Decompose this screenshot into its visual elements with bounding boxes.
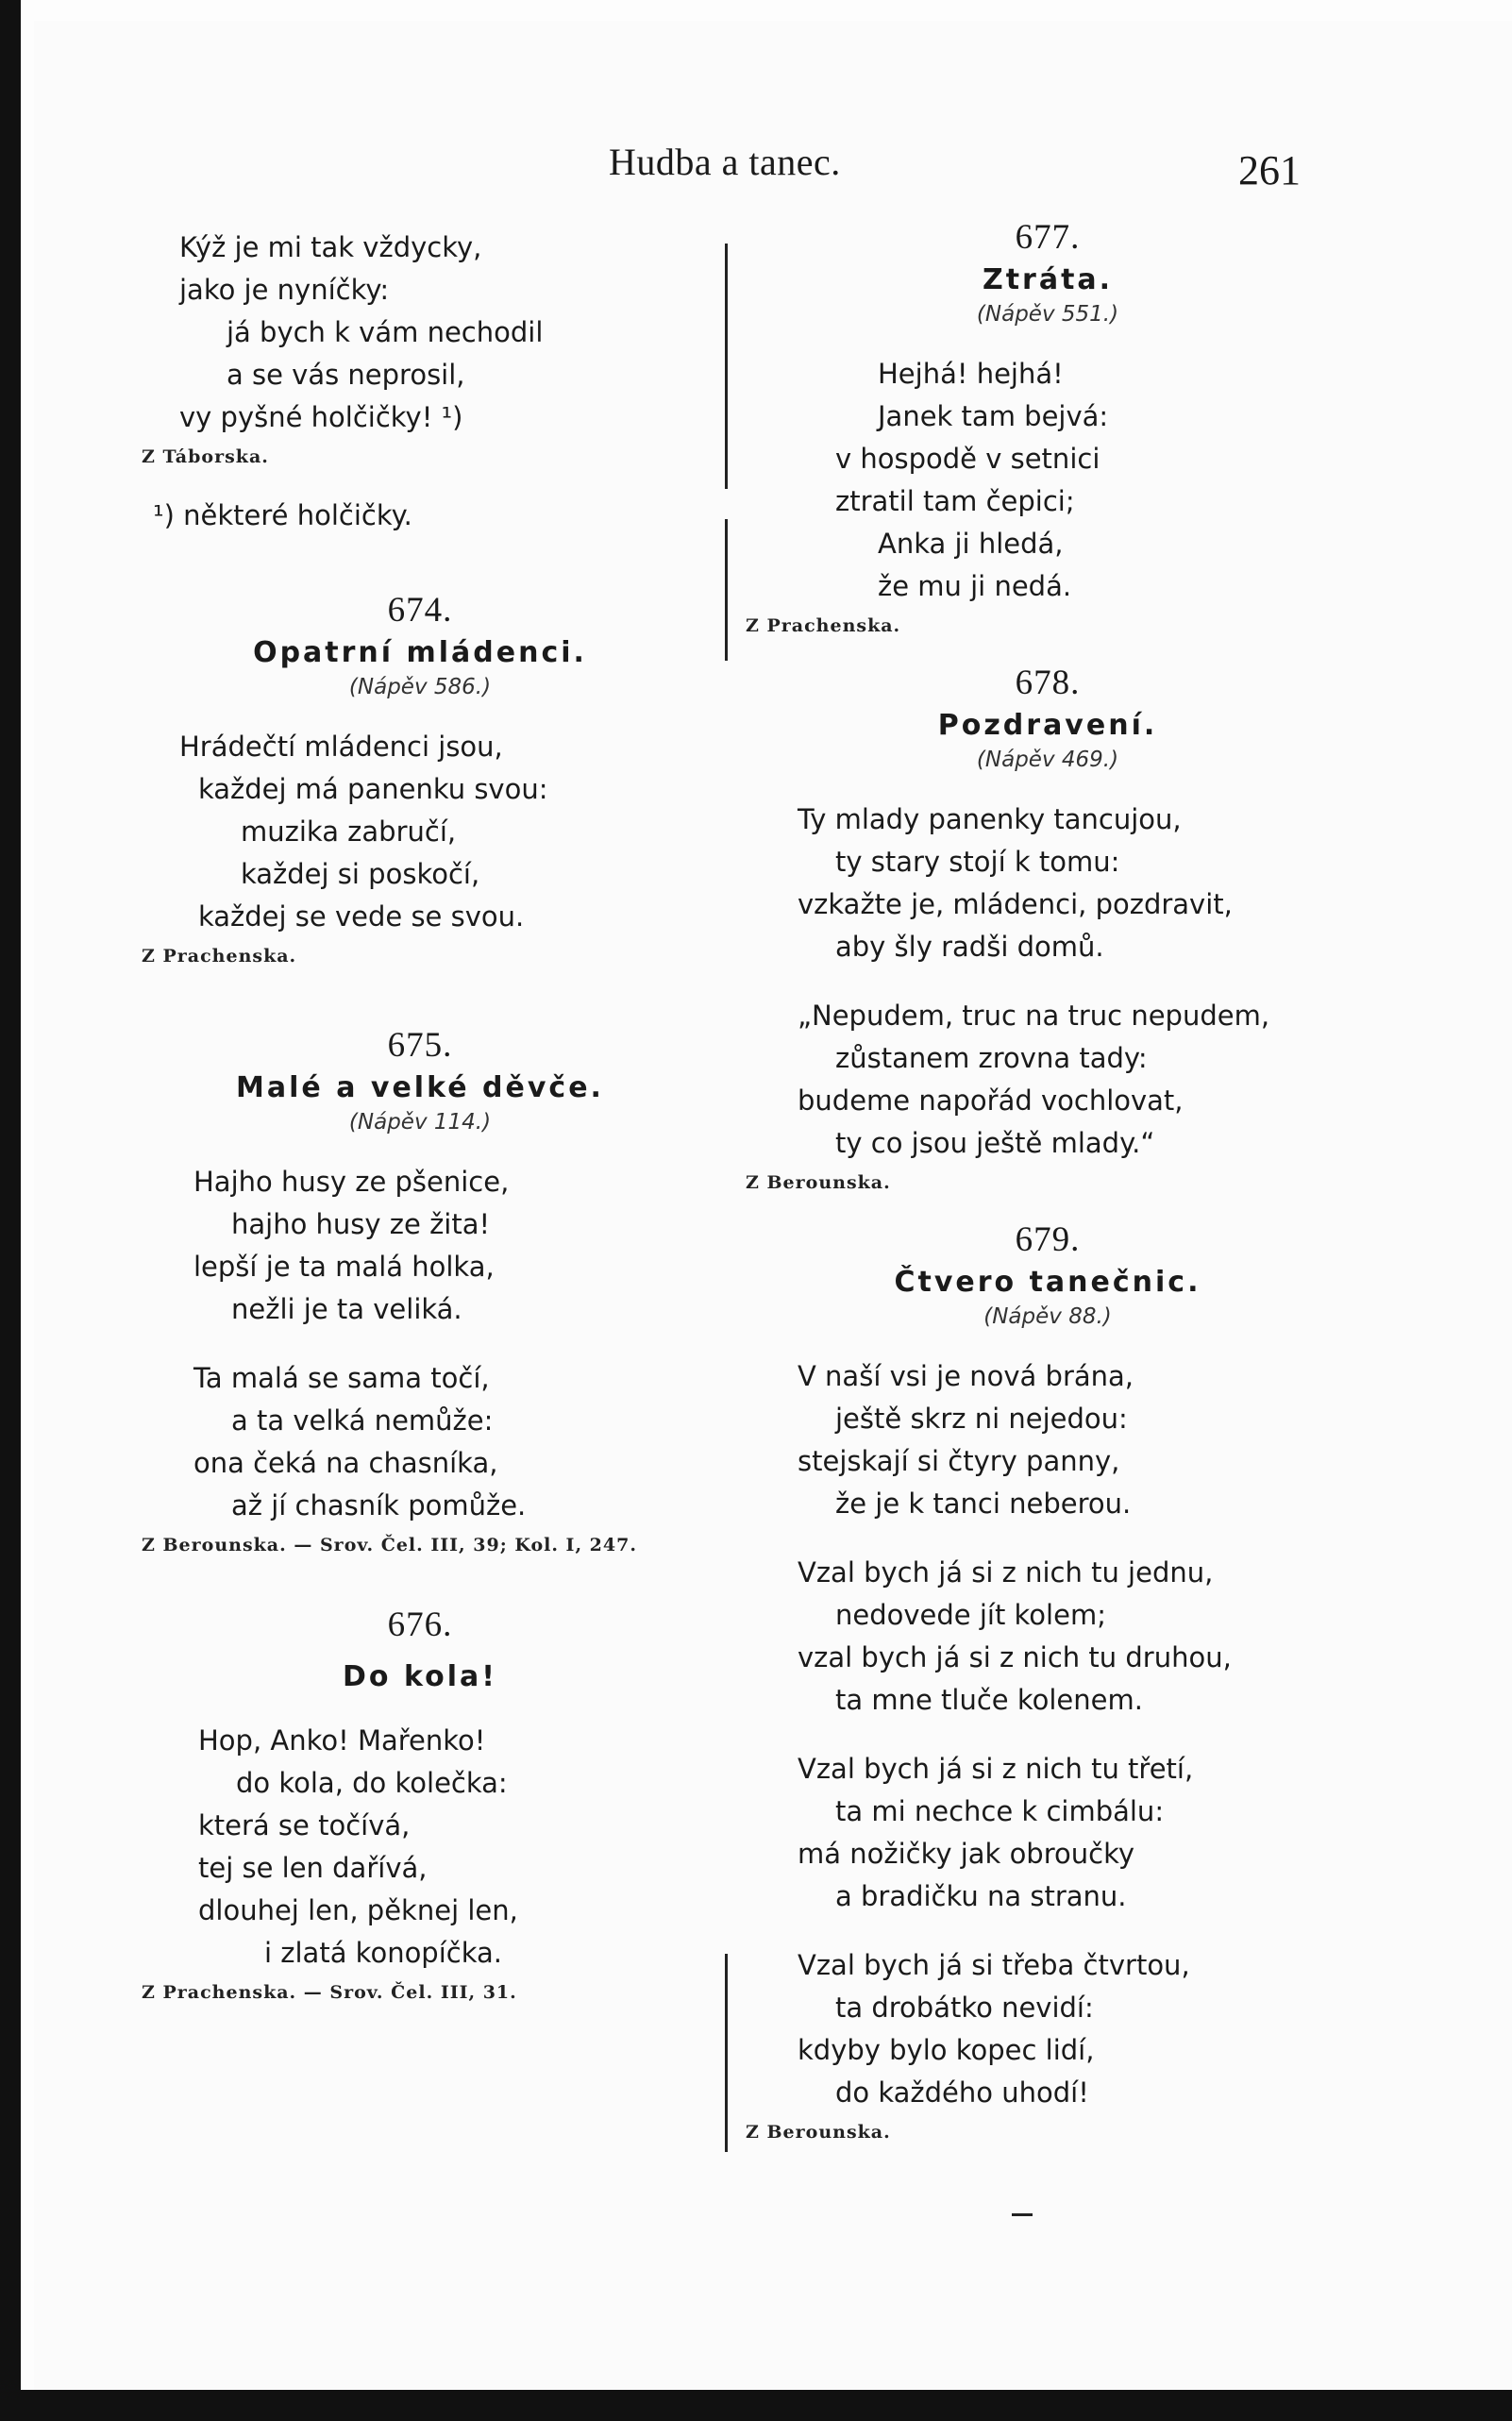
verse-line: ta mne tluče kolenem. <box>835 1684 1143 1716</box>
verse-line: i zlatá konopíčka. <box>264 1937 502 1969</box>
footnote: ¹) některé holčičky. <box>153 499 412 531</box>
verse <box>142 726 698 938</box>
scan-border-bottom <box>0 2390 1512 2421</box>
verse-line: každej má panenku svou: <box>198 773 548 805</box>
verse-line: Kýž je mi tak vždycky, <box>179 231 482 263</box>
verse-line: Hajho husy ze pšenice, <box>193 1166 510 1198</box>
verse-line: Hop, Anko! Mařenko! <box>198 1724 486 1757</box>
verse-line: Hejhá! hejhá! <box>878 358 1064 390</box>
verse-line: já bych k vám nechodil <box>227 316 544 348</box>
song-number: 674. <box>387 591 453 630</box>
song-677 <box>746 217 1350 636</box>
column-divider <box>725 1954 728 2152</box>
song-source: Z Berounska. <box>746 2122 891 2143</box>
tune-reference: (Nápěv 551.) <box>976 302 1119 327</box>
verse-line: Vzal bych já si z nich tu třetí, <box>798 1753 1194 1785</box>
song-intro-fragment <box>142 227 698 531</box>
verse-line: Anka ji hledá, <box>878 528 1064 560</box>
right-column <box>746 218 1350 2143</box>
verse-line: ještě skrz ni nejedou: <box>835 1403 1128 1435</box>
verse-line: Vzal bych já si z nich tu jednu, <box>798 1556 1214 1589</box>
verse-line: vzkažte je, mládenci, pozdravit, <box>798 888 1233 920</box>
song-source: Z Prachenska. <box>746 615 901 636</box>
tune-reference: (Nápěv 88.) <box>983 1304 1112 1329</box>
left-column <box>142 227 698 2003</box>
verse-line: lepší je ta malá holka, <box>193 1251 495 1283</box>
verse-line: muzika zabručí, <box>241 815 457 848</box>
verse <box>746 799 1350 968</box>
verse-line: „Nepudem, truc na truc nepudem, <box>798 1000 1270 1032</box>
verse-line: nedovede jít kolem; <box>835 1599 1106 1631</box>
verse-line: tej se len dařívá, <box>198 1852 428 1884</box>
verse <box>142 1161 698 1331</box>
verse-line: jako je nyníčky: <box>179 274 390 306</box>
verse-line: vy pyšné holčičky! ¹) <box>179 401 463 433</box>
verse <box>746 1552 1350 1722</box>
song-number: 678. <box>1015 664 1081 702</box>
song-675 <box>142 1025 698 1555</box>
song-title: Pozdravení. <box>937 709 1158 742</box>
song-674 <box>142 590 698 967</box>
verse-line: Hrádečtí mládenci jsou, <box>179 731 503 763</box>
song-number: 675. <box>387 1026 453 1065</box>
song-source: Z Berounska. — Srov. Čel. III, 39; Kol. I, 247. <box>142 1535 637 1555</box>
verse-line: každej se vede se svou. <box>198 900 525 933</box>
verse-line: že mu ji nedá. <box>878 570 1072 602</box>
verse-line: až jí chasník pomůže. <box>231 1489 527 1522</box>
verse-line: V naší vsi je nová brána, <box>798 1360 1134 1392</box>
verse-line: ona čeká na chasníka, <box>193 1447 498 1479</box>
verse-line: do kola, do kolečka: <box>236 1767 508 1799</box>
verse-line: Janek tam bejvá: <box>878 400 1109 432</box>
verse-line: a bradičku na stranu. <box>835 1880 1127 1912</box>
verse-line: nežli je ta veliká. <box>231 1293 462 1325</box>
scan-border-left <box>0 0 21 2421</box>
verse-line: dlouhej len, pěknej len, <box>198 1894 518 1926</box>
tune-reference: (Nápěv 586.) <box>348 675 492 699</box>
page-number: 261 <box>1238 147 1301 193</box>
verse-line: má nožičky jak obroučky <box>798 1838 1134 1870</box>
column-divider <box>725 519 728 661</box>
verse <box>746 1944 1350 2114</box>
verse-line: Vzal bych já si třeba čtvrtou, <box>798 1949 1190 1981</box>
verse-line: hajho husy ze žita! <box>231 1208 491 1240</box>
verse-line: která se točívá, <box>198 1809 411 1841</box>
verse-line: v hospodě v setnici <box>835 443 1100 475</box>
verse-line: ty stary stojí k tomu: <box>835 846 1120 878</box>
end-dash <box>1012 2213 1033 2216</box>
song-679 <box>746 1219 1350 2143</box>
verse-line: že je k tanci neberou. <box>835 1488 1132 1520</box>
verse <box>746 1355 1350 1525</box>
song-title: Opatrní mládenci. <box>253 636 587 669</box>
verse <box>746 995 1350 1165</box>
column-divider <box>725 244 728 489</box>
song-title: Malé a velké děvče. <box>236 1071 604 1104</box>
song-source: Z Táborska. <box>142 446 269 467</box>
verse-line: a se vás neprosil, <box>227 359 465 391</box>
song-number: 679. <box>1015 1220 1081 1259</box>
verse <box>142 1720 698 1975</box>
song-676 <box>142 1605 698 2003</box>
verse-line: do každého uhodí! <box>835 2076 1089 2109</box>
verse-line: vzal bych já si z nich tu druhou, <box>798 1641 1232 1673</box>
song-number: 676. <box>387 1606 453 1644</box>
verse-line: aby šly radši domů. <box>835 931 1104 963</box>
verse-line: a ta velká nemůže: <box>231 1404 494 1437</box>
verse <box>746 353 1350 608</box>
verse-line: ztratil tam čepici; <box>835 485 1075 517</box>
song-title: Čtvero tanečnic. <box>894 1266 1201 1299</box>
verse-line: budeme napořád vochlovat, <box>798 1084 1184 1117</box>
verse-line: kdyby bylo kopec lidí, <box>798 2034 1095 2066</box>
verse-line: zůstanem zrovna tady: <box>835 1042 1148 1074</box>
verse <box>142 1357 698 1527</box>
verse <box>746 1748 1350 1918</box>
song-number: 677. <box>1015 218 1081 257</box>
verse-line: Ta malá se sama točí, <box>193 1362 490 1394</box>
song-678 <box>746 663 1350 1193</box>
verse-line: ta mi nechce k cimbálu: <box>835 1795 1165 1827</box>
tune-reference: (Nápěv 469.) <box>976 748 1119 772</box>
verse <box>142 227 698 439</box>
verse-line: ta drobátko nevidí: <box>835 1992 1094 2024</box>
song-source: Z Berounska. <box>746 1172 891 1193</box>
verse-line: stejskají si čtyry panny, <box>798 1445 1120 1477</box>
verse-line: ty co jsou ještě mlady.“ <box>835 1127 1155 1159</box>
song-source: Z Prachenska. <box>142 946 297 967</box>
running-head: Hudba a tanec. <box>609 141 841 183</box>
tune-reference: (Nápěv 114.) <box>348 1110 492 1135</box>
song-source: Z Prachenska. — Srov. Čel. III, 31. <box>142 1982 517 2003</box>
verse-line: Ty mlady panenky tancujou, <box>798 803 1182 835</box>
song-title: Ztráta. <box>982 263 1114 296</box>
song-title: Do kola! <box>343 1660 497 1693</box>
verse-line: každej si poskočí, <box>241 858 480 890</box>
